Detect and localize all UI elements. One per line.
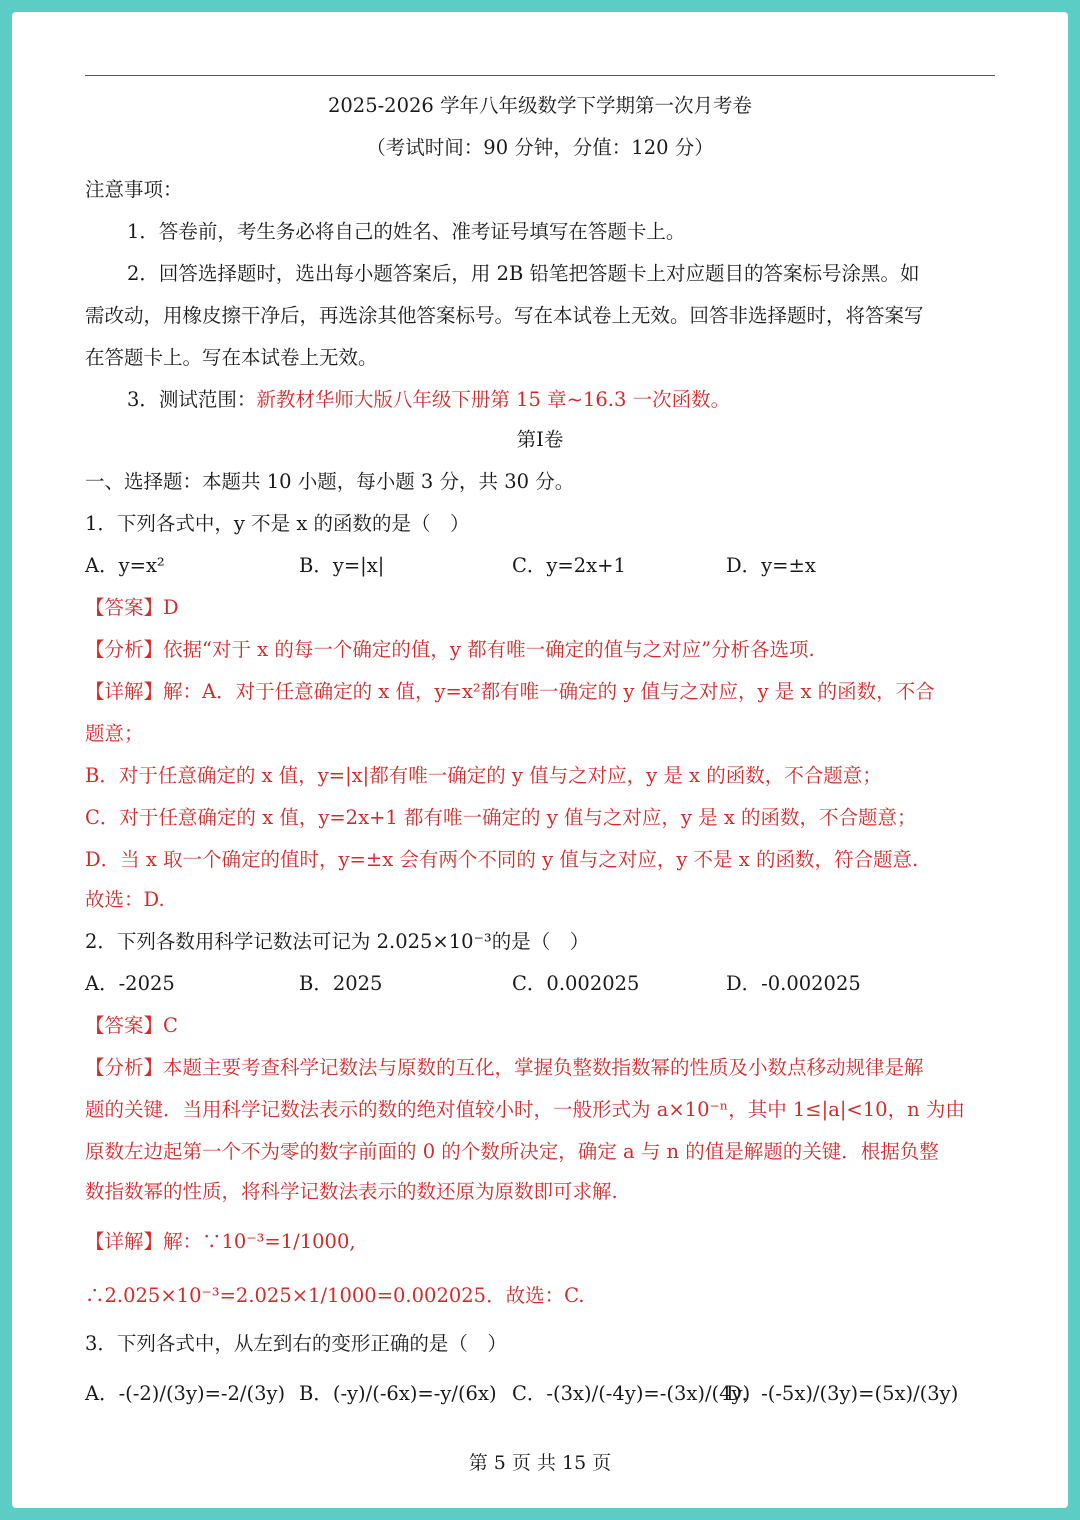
exam-title: 2025-2026 学年八年级数学下学期第一次月考卷 (327, 94, 753, 117)
notice-item-3-prefix: 3．测试范围： (127, 388, 257, 411)
q1-detail-line-5: D．当 x 取一个确定的值时，y=±x 会有两个不同的 y 值与之对应，y 不是 x 的函数，符合题意. (85, 848, 919, 871)
q3-option-b: B．(-y)/(-6x)=-y/(6x) (299, 1382, 497, 1405)
q2-detail-line-2: ∴2.025×10⁻³=2.025×1/1000=0.002025．故选：C. (85, 1284, 585, 1307)
q1-option-b: B．y=|x| (299, 554, 385, 577)
q1-detail-line-3: B．对于任意确定的 x 值，y=|x|都有唯一确定的 y 值与之对应，y 是 x 的函数，不合题意； (85, 764, 882, 787)
q2-answer: 【答案】C (85, 1014, 178, 1037)
notice-item-2-line-1: 2．回答选择题时，选出每小题答案后，用 2B 铅笔把答题卡上对应题目的答案标号涂黑。如 (127, 262, 920, 285)
q2-detail-line-1: 【详解】解：∵10⁻³=1/1000, (85, 1230, 356, 1253)
q2-option-d: D．-0.002025 (726, 972, 861, 995)
notice-item-3 (127, 390, 730, 410)
q2-stem: 2．下列各数用科学记数法可记为 2.025×10⁻³的是（ ） (85, 930, 590, 953)
volume-label: 第Ⅰ卷 (516, 428, 564, 451)
q3-option-d: D．-(-5x)/(3y)=(5x)/(3y) (726, 1382, 959, 1405)
q1-answer: 【答案】D (85, 596, 179, 619)
q1-option-a: A．y=x² (85, 554, 165, 577)
q1-option-d: D．y=±x (726, 554, 816, 577)
exam-page (12, 12, 1068, 1508)
page-footer: 第 5 页 共 15 页 (468, 1452, 612, 1474)
q2-option-c: C．0.002025 (512, 972, 640, 995)
q2-option-a: A．-2025 (85, 972, 175, 995)
q3-option-c: C．-(3x)/(-4y)=-(3x)/(4y) (512, 1382, 751, 1405)
q2-analysis-line-1: 【分析】本题主要考查科学记数法与原数的互化，掌握负整数指数幂的性质及小数点移动规律是解 (85, 1056, 924, 1079)
q1-detail-line-4: C．对于任意确定的 x 值，y=2x+1 都有唯一确定的 y 值与之对应，y 是 x 的函数，不合题意； (85, 806, 917, 829)
q1-detail-line-6: 故选：D. (85, 888, 165, 911)
notice-item-2-line-2: 需改动，用橡皮擦干净后，再选涂其他答案标号。写在本试卷上无效。回答非选择题时，将答案写 (85, 304, 924, 327)
q1-detail-line-2: 题意； (85, 722, 144, 745)
notice-item-3-scope: 新教材华师大版八年级下册第 15 章~16.3 一次函数。 (256, 388, 731, 411)
notice-item-1: 1．答卷前，考生务必将自己的姓名、准考证号填写在答题卡上。 (127, 220, 686, 243)
q2-analysis-line-4: 数指数幂的性质，将科学记数法表示的数还原为原数即可求解. (85, 1180, 618, 1203)
exam-subtitle: （考试时间：90 分钟，分值：120 分） (366, 136, 714, 159)
q1-detail-line-1: 【详解】解：A．对于任意确定的 x 值，y=x²都有唯一确定的 y 值与之对应，y 是 x 的函数，不合 (85, 680, 935, 703)
q3-option-a: A．-(-2)/(3y)=-2/(3y) (85, 1382, 286, 1405)
q1-option-c: C．y=2x+1 (512, 554, 626, 577)
notice-item-2-line-3: 在答题卡上。写在本试卷上无效。 (85, 346, 378, 369)
q2-analysis-line-2: 题的关键．当用科学记数法表示的数的绝对值较小时，一般形式为 a×10⁻ⁿ，其中 1≤|a|<10，n 为由 (85, 1098, 965, 1121)
q2-analysis-line-3: 原数左边起第一个不为零的数字前面的 0 的个数所决定，确定 a 与 n 的值是解题的关键．根据负整 (85, 1140, 939, 1163)
notice-heading: 注意事项： (85, 178, 183, 201)
section-heading: 一、选择题：本题共 10 小题，每小题 3 分，共 30 分。 (85, 470, 575, 493)
q3-stem: 3．下列各式中，从左到右的变形正确的是（ ） (85, 1332, 507, 1355)
header-rule (85, 75, 995, 76)
q1-analysis: 【分析】依据“对于 x 的每一个确定的值，y 都有唯一确定的值与之对应”分析各选项. (85, 638, 815, 661)
q2-option-b: B．2025 (299, 972, 383, 995)
q1-stem: 1．下列各式中，y 不是 x 的函数的是（ ） (85, 512, 470, 535)
